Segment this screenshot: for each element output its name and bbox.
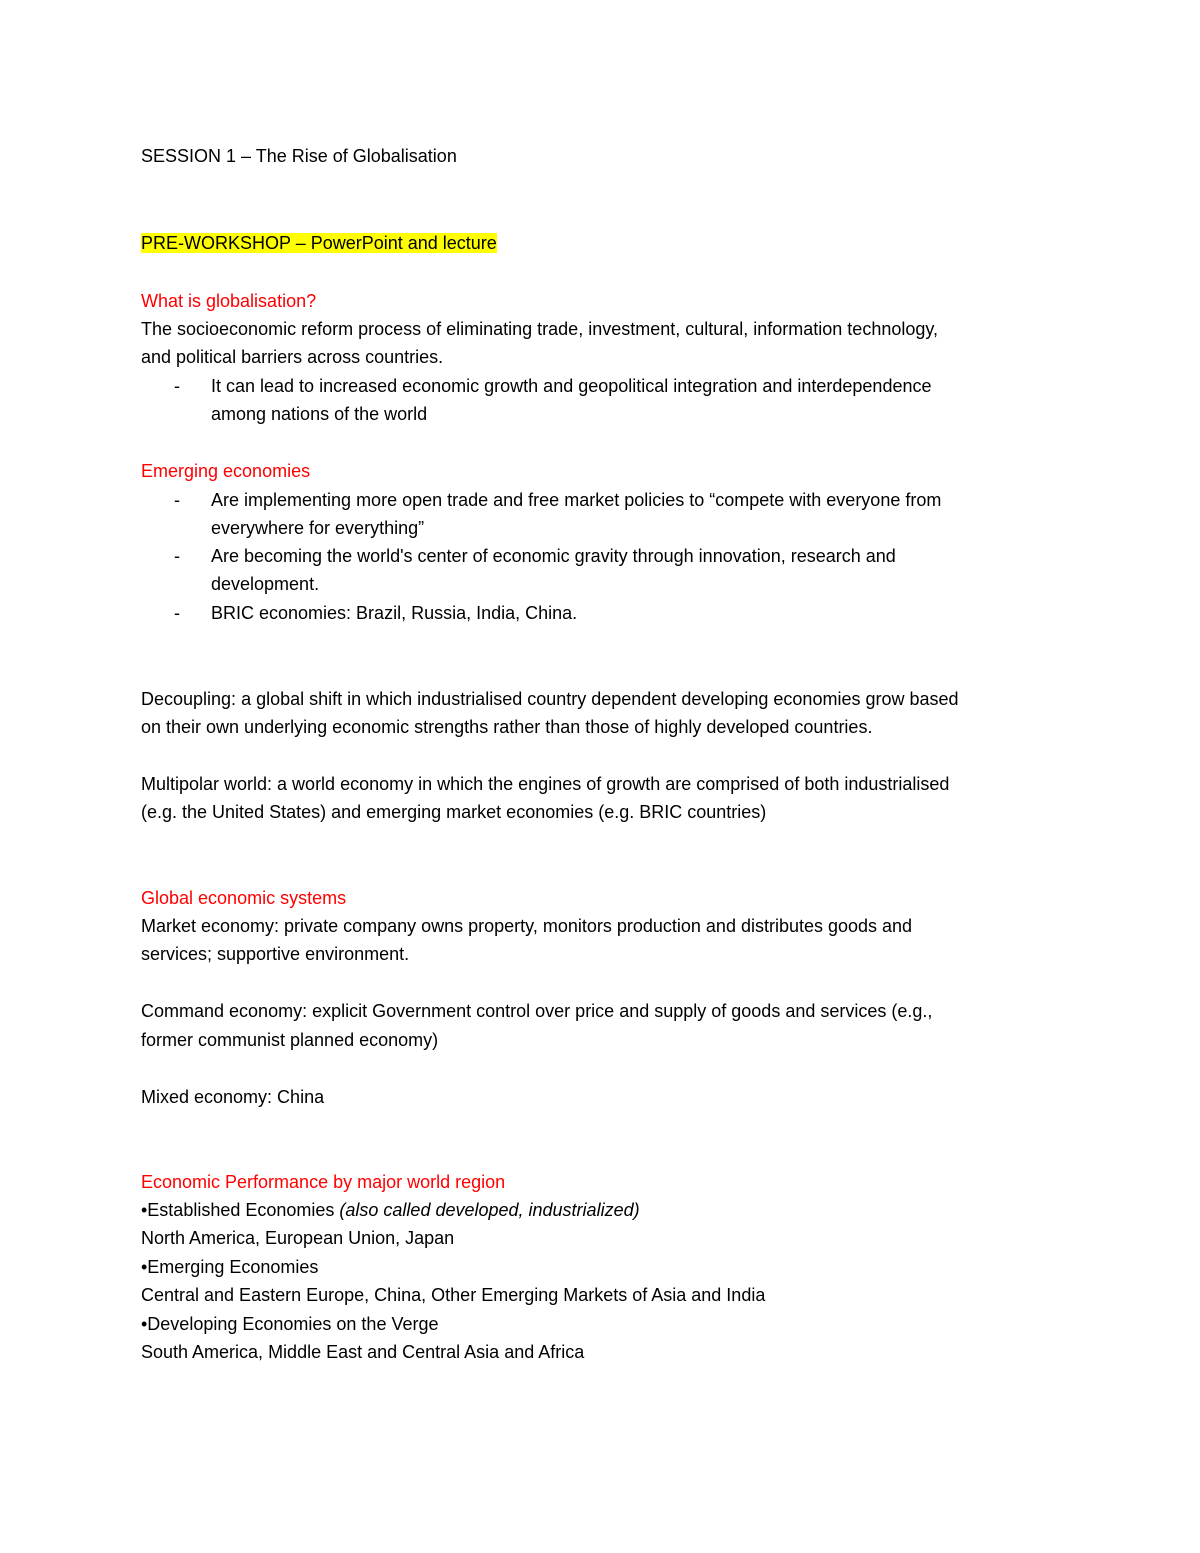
command-economy-line-1: Command economy: explicit Government control over price and supply of goods and services (e.g., [141, 1001, 933, 1021]
systems-heading: Global economic systems [141, 888, 347, 908]
emerging-list: Central and Eastern Europe, China, Other Emerging Markets of Asia and India [141, 1285, 766, 1305]
market-economy-line-2: services; supportive environment. [141, 944, 410, 964]
developing-economies-label: •Developing Economies on the Verge [141, 1314, 439, 1334]
established-economies [141, 1197, 640, 1223]
what-is-bullet-line-2: among nations of the world [211, 404, 428, 424]
bullet-dash: - [174, 546, 180, 566]
session-title: SESSION 1 – The Rise of Globalisation [141, 146, 457, 166]
established-list: North America, European Union, Japan [141, 1228, 455, 1248]
what-is-line-1: The socioeconomic reform process of eliminating trade, investment, cultural, information technology, [141, 319, 939, 339]
emerging-heading: Emerging economies [141, 461, 311, 481]
decoupling-line-1: Decoupling: a global shift in which industrialised country dependent developing economies grow based [141, 689, 959, 709]
market-economy-line-1: Market economy: private company owns property, monitors production and distributes goods and [141, 916, 913, 936]
bullet-dash: - [174, 603, 180, 623]
emerging-bullet-1-line-2: everywhere for everything” [211, 518, 425, 538]
emerging-bullet-1-line-1: Are implementing more open trade and free market policies to “compete with everyone from [211, 490, 942, 510]
emerging-bullet-3: BRIC economies: Brazil, Russia, India, China. [211, 603, 578, 623]
emerging-bullet-2-line-1: Are becoming the world's center of economic gravity through innovation, research and [211, 546, 896, 566]
established-note: (also called developed, industrialized) [339, 1200, 640, 1220]
what-is-line-2: and political barriers across countries. [141, 347, 444, 367]
preworkshop-highlight: PRE-WORKSHOP – PowerPoint and lecture [141, 233, 497, 253]
multipolar-line-2: (e.g. the United States) and emerging market economies (e.g. BRIC countries) [141, 802, 767, 822]
mixed-economy: Mixed economy: China [141, 1087, 325, 1107]
established-label: •Established Economies [141, 1200, 340, 1220]
preworkshop-heading [141, 230, 497, 256]
what-is-heading: What is globalisation? [141, 291, 317, 311]
multipolar-line-1: Multipolar world: a world economy in which the engines of growth are comprised of both industrialised [141, 774, 950, 794]
performance-heading: Economic Performance by major world region [141, 1172, 506, 1192]
emerging-economies-label: •Emerging Economies [141, 1257, 319, 1277]
emerging-bullet-2-line-2: development. [211, 574, 320, 594]
decoupling-line-2: on their own underlying economic strengths rather than those of highly developed countries. [141, 717, 873, 737]
bullet-dash: - [174, 490, 180, 510]
bullet-dash: - [174, 376, 180, 396]
command-economy-line-2: former communist planned economy) [141, 1030, 439, 1050]
developing-list: South America, Middle East and Central Asia and Africa [141, 1342, 585, 1362]
what-is-bullet-line-1: It can lead to increased economic growth and geopolitical integration and interdependence [211, 376, 932, 396]
